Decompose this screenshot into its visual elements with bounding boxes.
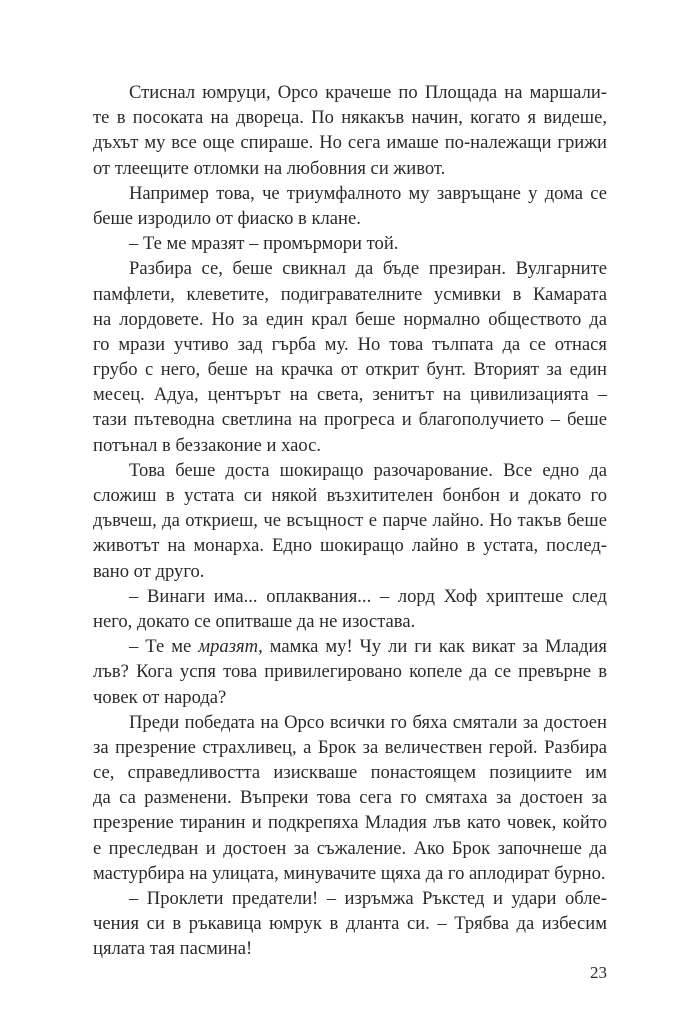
text-line: сложиш в устата си някой възхитителен бонбон и докато го (93, 485, 607, 506)
text-line: цялата тая пасмина! (93, 938, 253, 960)
text-line: Преди победата на Орсо всички го бяха смятали за достоен (129, 711, 607, 733)
text-line: Стиснал юмруци, Орсо крачеше по Площада на маршали- (129, 82, 607, 103)
text-line: – Проклети предатели! – изръмжа Ръкстед и удари обле- (129, 888, 607, 909)
page-number: 23 (590, 963, 607, 982)
body-text (93, 80, 607, 962)
text-line: е преследван и достоен за съжаление. Ако Брок започнеше да (93, 837, 607, 859)
emphasized-word: мразят (198, 636, 259, 658)
text-line: Например това, че триумфалното му завръщане у дома се (129, 182, 607, 204)
text-line-part: – Те ме (129, 636, 199, 658)
text-line: – Винаги има... оплаквания... – лорд Хоф хриптеше след (129, 585, 607, 607)
text-line: лъв? Кога успя това привилегировано копеле да се превърне в (93, 661, 607, 683)
text-line: го мрази учтиво зад гърба му. Но това тълпата да се отнася (93, 333, 607, 355)
text-line: дъвчеш, да откриеш, че всъщност е парче лайно. Но такъв беше (93, 510, 607, 532)
text-line: да са разменени. Въпреки това сега го смятаха за достоен за (93, 787, 607, 809)
text-line: месец. Адуа, центърът на света, зенитът на цивилизацията – (93, 384, 607, 406)
text-line: дъхът му все още спираше. Но сега имаше по-належащи грижи (93, 132, 607, 154)
text-line: се, справедливостта изискваше понастоящем позициите им (93, 762, 607, 784)
text-line: него, докато се опитваше да не изостава. (93, 610, 416, 632)
text-line: Разбира се, беше свикнал да бъде презиран. Вулгарните (129, 258, 607, 280)
text-line: вано от друго. (93, 560, 205, 582)
text-line: мастурбира на улицата, минувачите щяха да го аплодират бурно. (93, 862, 606, 884)
text-line: животът на монарха. Едно шокиращо лайно в устата, послед- (93, 535, 607, 557)
text-line: Това беше доста шокиращо разочарование. Все едно да (129, 459, 607, 481)
text-line: на лордовете. Но за един крал беше нормално обществото да (93, 308, 607, 330)
text-line (93, 634, 607, 659)
text-line: памфлети, клеветите, подигравателните усмивки в Камарата (93, 283, 607, 305)
text-line: чения си в ръкавица юмрук в дланта си. – Трябва да избесим (93, 913, 607, 935)
text-line: презрение тиранин и подкрепяха Младия лъв като човек, който (93, 812, 607, 834)
text-line: тази пътеводна светлина на прогреса и благополучието – беше (93, 409, 607, 431)
text-line: те в посоката на двореца. По някакъв начин, когато я видеше, (93, 107, 607, 129)
text-line: беше изродило от фиаско в клане. (93, 207, 361, 229)
text-line: потънал в беззаконие и хаос. (93, 434, 322, 456)
text-line: грубо с него, беше на крачка от открит бунт. Вторият за един (93, 359, 607, 381)
text-line: от тлеещите отломки на любовния си живот. (93, 157, 446, 179)
text-line: – Те ме мразят – промърмори той. (129, 233, 399, 255)
text-line: човек от народа? (93, 686, 227, 708)
text-line-part: , мамка му! Чу ли ги как викат за Младия (258, 636, 607, 658)
text-line: за презрение страхливец, а Брок за величествен герой. Разбира (93, 736, 607, 758)
